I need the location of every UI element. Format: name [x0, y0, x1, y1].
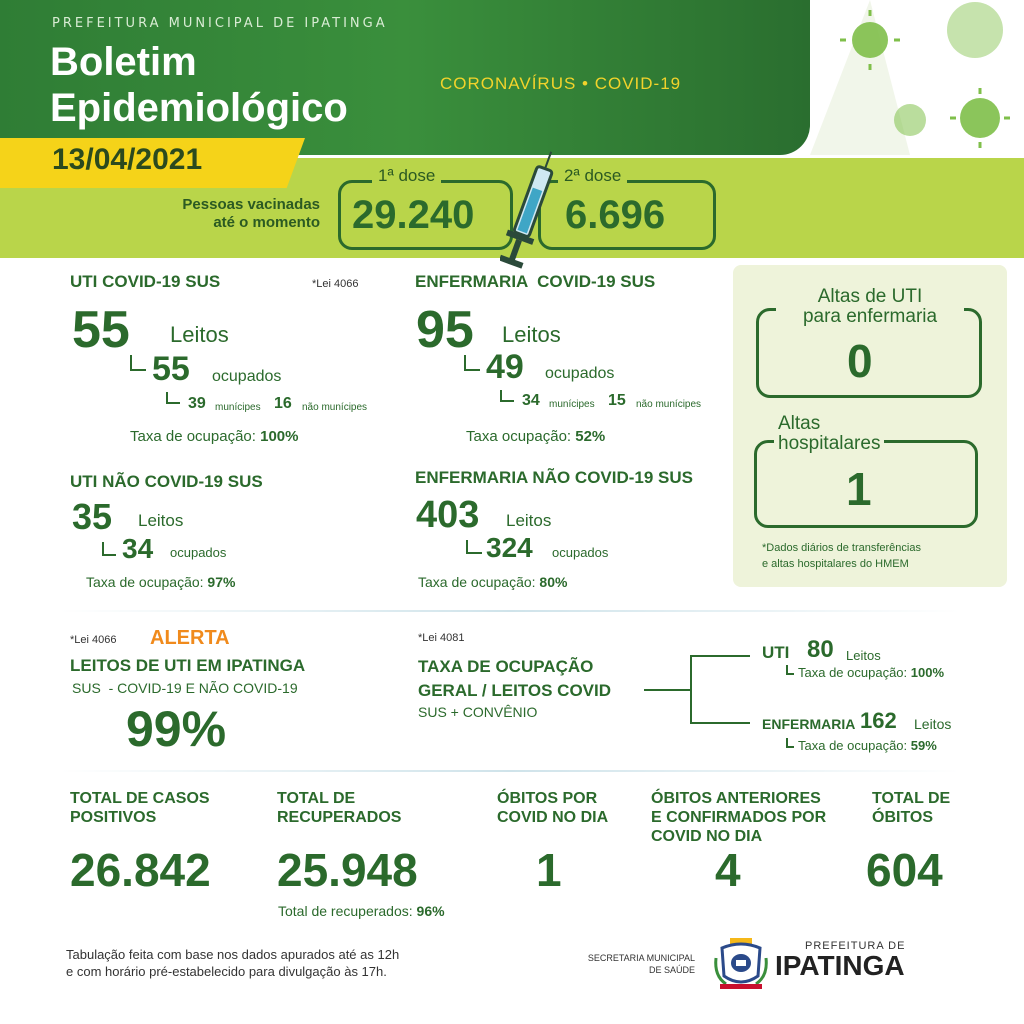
enf-nao-covid-taxa: Taxa de ocupação: 80% [418, 574, 568, 590]
alerta-value: 99% [126, 701, 227, 757]
vaccinated-label: Pessoas vacinadas até o momento [182, 196, 320, 231]
uti-nao-covid-leitos-label: Leitos [138, 511, 184, 530]
altas-hosp-value: 1 [846, 463, 872, 515]
uti-covid-ocupados-label: ocupados [212, 368, 282, 385]
altas-uti-value: 0 [847, 335, 873, 387]
alerta-label: ALERTA [150, 627, 230, 649]
prefeitura-de-label: PREFEITURA DE [805, 940, 906, 952]
enf-covid-leitos-label: Leitos [502, 322, 561, 347]
dose2-label: 2ª dose [558, 166, 627, 186]
obitos-dia-value: 1 [536, 844, 562, 896]
enf-nao-covid-ocupados-label: ocupados [552, 545, 609, 560]
casos-value: 26.842 [70, 844, 211, 896]
uti-covid-taxa: Taxa de ocupação: 100% [130, 428, 299, 445]
tree-connector [166, 392, 180, 404]
taxa-geral-uti-taxa: Taxa de ocupação: 100% [798, 665, 945, 680]
covid-tag: CORONAVÍRUS • COVID-19 [440, 74, 682, 93]
tree-connector [466, 540, 482, 554]
uti-covid-municipes-label: munícipes [215, 402, 261, 413]
secretaria-label: SECRETARIA MUNICIPAL DE SAÚDE [587, 953, 695, 975]
connector-line [690, 722, 750, 724]
ipatinga-coat-of-arms-icon [712, 936, 770, 992]
tree-connector [130, 355, 146, 371]
altas-hosp-label: Altas hospitalares [774, 414, 884, 454]
casos-title: TOTAL DE CASOS POSITIVOS [70, 790, 210, 826]
enf-covid-taxa: Taxa ocupação: 52% [466, 428, 606, 445]
recup-title: TOTAL DE RECUPERADOS [277, 790, 402, 826]
obitos-total-title: TOTAL DE ÓBITOS [872, 790, 951, 826]
uti-covid-leitos-label: Leitos [170, 322, 229, 347]
uti-covid-municipes: 39 [188, 395, 206, 412]
obitos-dia-title: ÓBITOS POR COVID NO DIA [497, 790, 609, 826]
alerta-subtitle: SUS - COVID-19 E NÃO COVID-19 [72, 680, 298, 696]
tree-connector [102, 542, 116, 556]
dose1-value: 29.240 [352, 193, 475, 237]
tree-connector [464, 355, 480, 371]
obitos-ant-value: 4 [715, 844, 741, 896]
recup-pct: Total de recuperados: 96% [278, 903, 445, 919]
taxa-geral-title: TAXA DE OCUPAÇÃO GERAL / LEITOS COVID [418, 657, 612, 700]
taxa-geral-subtitle: SUS + CONVÊNIO [418, 704, 538, 720]
enf-covid-title: ENFERMARIA COVID-19 SUS [415, 272, 656, 291]
enf-nao-covid-leitos: 403 [416, 494, 480, 536]
virus-illustration-icon [810, 0, 1024, 155]
taxa-geral-enf-label: ENFERMARIA [762, 716, 856, 732]
taxa-geral-law: *Lei 4081 [418, 632, 465, 644]
uti-covid-law: *Lei 4066 [312, 278, 359, 290]
taxa-geral-uti-label: UTI [762, 643, 790, 662]
connector-line [644, 689, 692, 691]
enf-covid-ocupados-label: ocupados [545, 365, 615, 382]
connector-line [690, 655, 750, 657]
enf-covid-leitos: 95 [416, 301, 474, 359]
enf-covid-municipes-label: munícipes [549, 399, 595, 410]
dose1-label: 1ª dose [372, 166, 441, 186]
enf-covid-municipes: 34 [522, 392, 540, 409]
recup-value: 25.948 [277, 844, 418, 896]
taxa-geral-enf-taxa: Taxa de ocupação: 59% [798, 738, 937, 753]
enf-nao-covid-title: ENFERMARIA NÃO COVID-19 SUS [415, 468, 694, 487]
ipatinga-logo-text: IPATINGA [775, 950, 905, 981]
syringe-icon [500, 148, 560, 273]
dose2-value: 6.696 [565, 193, 666, 237]
uti-covid-nao-municipes: 16 [274, 395, 292, 412]
enf-nao-covid-ocupados: 324 [486, 532, 533, 563]
prefeitura-label: PREFEITURA MUNICIPAL DE IPATINGA [52, 16, 388, 31]
uti-nao-covid-ocupados: 34 [122, 533, 154, 564]
footer-note: Tabulação feita com base nos dados apurados até as 12h e com horário pré-estabelecido para divulgação às 17h. [66, 947, 400, 979]
title-line1: Boletim [50, 40, 197, 84]
connector-line [690, 655, 692, 723]
uti-covid-ocupados: 55 [152, 350, 190, 388]
uti-nao-covid-ocupados-label: ocupados [170, 545, 227, 560]
altas-uti-label: Altas de UTI para enfermaria [776, 287, 964, 327]
bulletin-date: 13/04/2021 [52, 143, 203, 176]
uti-covid-nao-municipes-label: não munícipes [302, 402, 368, 413]
divider [60, 610, 960, 612]
taxa-geral-uti-leitos: 80 [807, 636, 834, 663]
obitos-ant-title: ÓBITOS ANTERIORES E CONFIRMADOS POR COVID NO DIA [651, 790, 827, 845]
enf-covid-nao-municipes-label: não munícipes [636, 399, 702, 410]
obitos-total-value: 604 [866, 844, 943, 896]
uti-nao-covid-leitos: 35 [72, 496, 113, 537]
taxa-geral-enf-leitos: 162 [860, 708, 897, 733]
enf-nao-covid-leitos-label: Leitos [506, 511, 552, 530]
title-line2: Epidemiológico [50, 86, 348, 130]
tree-connector [786, 665, 794, 675]
enf-covid-nao-municipes: 15 [608, 392, 626, 409]
taxa-geral-enf-leitos-label: Leitos [914, 716, 952, 732]
tree-connector [786, 738, 794, 748]
alerta-law: *Lei 4066 [70, 634, 117, 646]
divider [60, 770, 960, 772]
enf-covid-ocupados: 49 [486, 348, 524, 386]
uti-nao-covid-taxa: Taxa de ocupação: 97% [86, 574, 236, 590]
alerta-title: LEITOS DE UTI EM IPATINGA [70, 656, 306, 675]
tree-connector [500, 390, 514, 402]
uti-nao-covid-title: UTI NÃO COVID-19 SUS [70, 472, 263, 491]
taxa-geral-uti-leitos-label: Leitos [846, 648, 881, 663]
uti-covid-title: UTI COVID-19 SUS [70, 272, 221, 291]
uti-covid-leitos: 55 [72, 301, 130, 359]
altas-note: *Dados diários de transferências e altas hospitalares do HMEM [762, 542, 921, 570]
